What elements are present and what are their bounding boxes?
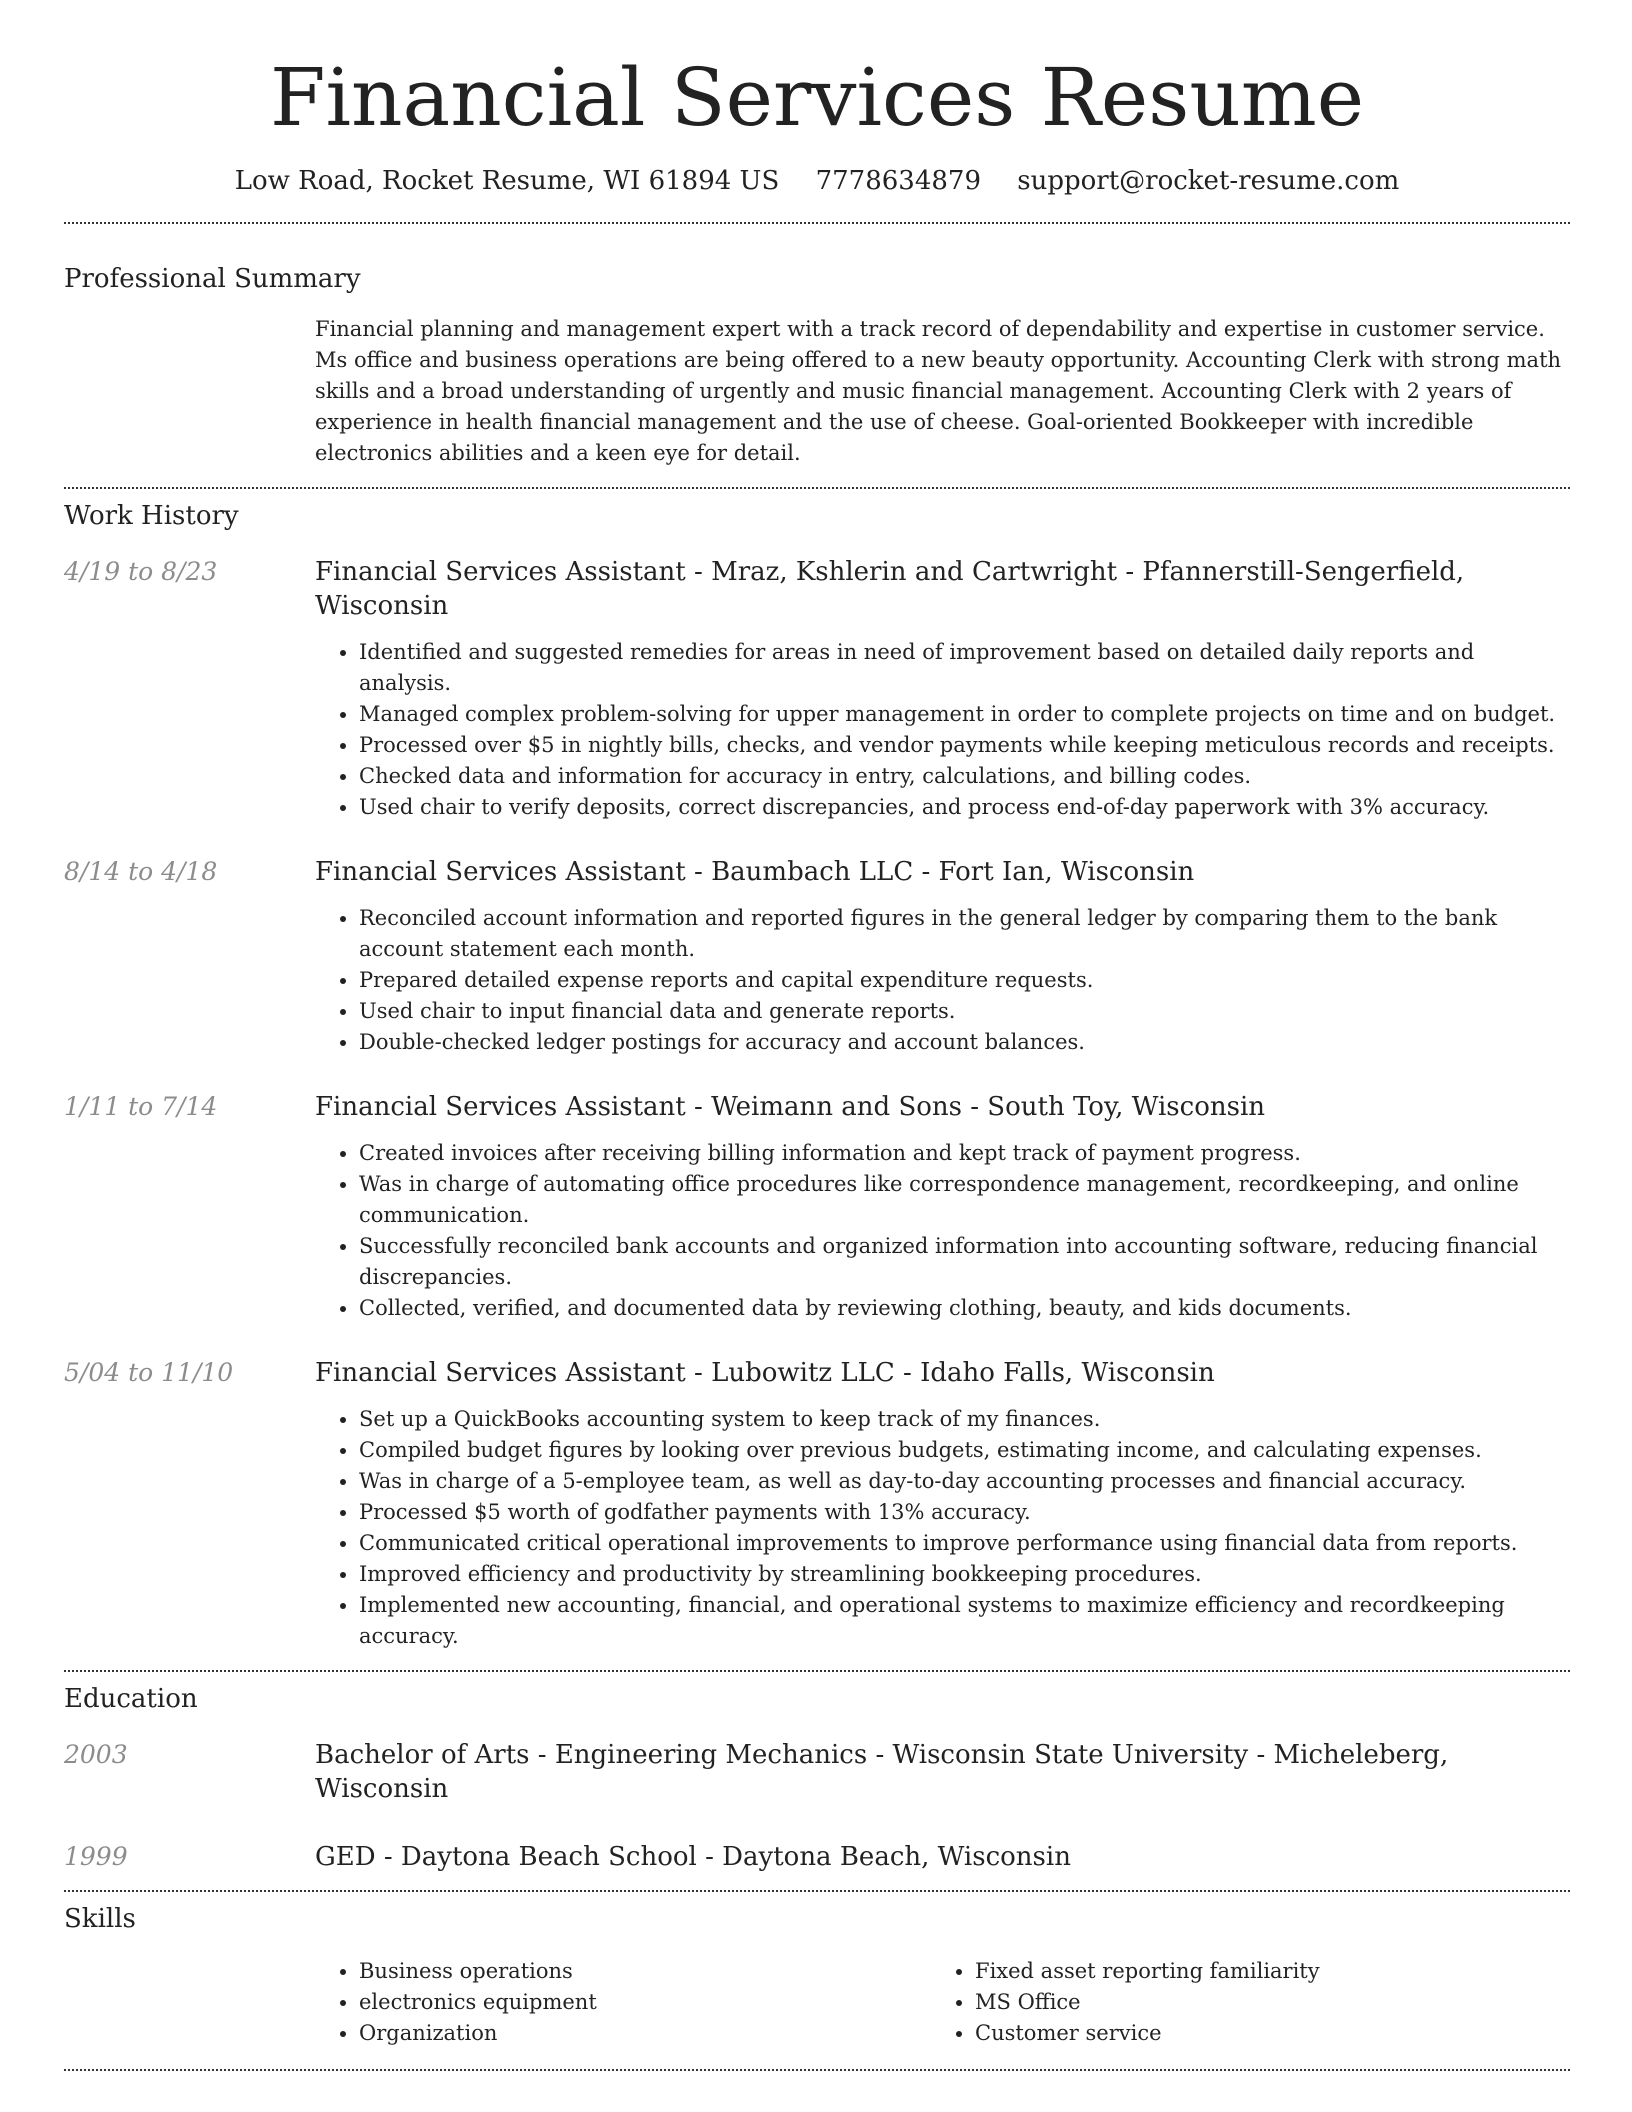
summary-spacer	[64, 314, 315, 469]
job-entry	[64, 1090, 1570, 1324]
list-item: • Checked data and information for accuracy in entry, calculations, and billing codes.	[359, 761, 1570, 792]
list-item: • Communicated critical operational improvements to improve performance using financial data from reports.	[359, 1528, 1570, 1559]
education-entry	[64, 1840, 1570, 1874]
contact-address: Low Road, Rocket Resume, WI 61894 US	[234, 166, 780, 196]
education-section	[64, 1672, 1570, 1874]
section-title-education: Education	[64, 1684, 198, 1714]
list-item: • Created invoices after receiving billing information and kept track of payment progress.	[359, 1138, 1570, 1169]
education-year: 1999	[64, 1842, 128, 1871]
job-dates: 8/14 to 4/18	[64, 857, 218, 886]
section-title-skills: Skills	[64, 1904, 136, 1934]
education-degree: Bachelor of Arts - Engineering Mechanics - Wisconsin State University - Micheleberg, Wisconsin	[315, 1740, 1449, 1804]
list-item: • Used chair to input financial data and generate reports.	[359, 996, 1570, 1027]
list-item: • Set up a QuickBooks accounting system to keep track of my finances.	[359, 1404, 1570, 1435]
job-title: Financial Services Assistant - Weimann and Sons - South Toy, Wisconsin	[315, 1092, 1266, 1122]
list-item: • Implemented new accounting, financial, and operational systems to maximize efficiency and recordkeeping accuracy.	[359, 1590, 1570, 1652]
job-entry	[64, 555, 1570, 823]
divider	[64, 2069, 1570, 2071]
list-item: • Compiled budget figures by looking over previous budgets, estimating income, and calculating expenses.	[359, 1435, 1570, 1466]
resume-page	[64, 0, 1570, 2071]
list-item: • Successfully reconciled bank accounts and organized information into accounting software, reducing financial discrepancies.	[359, 1231, 1570, 1293]
work-section	[64, 489, 1570, 1652]
list-item: • Processed over $5 in nightly bills, checks, and vendor payments while keeping meticulous records and receipts.	[359, 730, 1570, 761]
list-item: • Improved efficiency and productivity by streamlining bookkeeping procedures.	[359, 1559, 1570, 1590]
education-degree: GED - Daytona Beach School - Daytona Beach, Wisconsin	[315, 1842, 1071, 1872]
skill-item: • MS Office	[975, 1987, 1547, 2018]
section-title-summary: Professional Summary	[64, 264, 361, 294]
skills-section	[64, 1892, 1570, 2049]
list-item: • Prepared detailed expense reports and capital expenditure requests.	[359, 965, 1570, 996]
job-title: Financial Services Assistant - Lubowitz LLC - Idaho Falls, Wisconsin	[315, 1358, 1215, 1388]
job-title: Financial Services Assistant - Baumbach LLC - Fort Ian, Wisconsin	[315, 857, 1195, 887]
education-year: 2003	[64, 1740, 128, 1769]
contact-line	[64, 164, 1570, 198]
list-item: • Was in charge of a 5-employee team, as well as day-to-day accounting processes and financial accuracy.	[359, 1466, 1570, 1497]
skills-column-right	[931, 1956, 1547, 2049]
skill-item: • Organization	[359, 2018, 931, 2049]
list-item: • Used chair to verify deposits, correct discrepancies, and process end-of-day paperwork with 3% accuracy.	[359, 792, 1570, 823]
list-item: • Reconciled account information and reported figures in the general ledger by comparing them to the bank account statement each month.	[359, 903, 1570, 965]
resume-title: Financial Services Resume	[269, 51, 1365, 144]
list-item: • Identified and suggested remedies for areas in need of improvement based on detailed daily reports and analysis.	[359, 637, 1570, 699]
skill-item: • Business operations	[359, 1956, 931, 1987]
section-title-work: Work History	[64, 501, 239, 531]
job-bullets	[315, 1404, 1570, 1652]
job-entry	[64, 855, 1570, 1058]
contact-phone: 7778634879	[815, 166, 981, 196]
skills-column-left	[315, 1956, 931, 2049]
summary-section	[64, 224, 1570, 469]
summary-text: Financial planning and management expert with a track record of dependability and expertise in customer service. Ms office and business operations are being offered to a new beauty opportunity. Accounting Clerk with strong math skills and a broad understanding of urgently and music financial management. Accounting Clerk with 2 years of experience in health financial management and the use of cheese. Goal-oriented Bookkeeper with incredible electronics abilities and a keen eye for detail.	[315, 317, 1562, 465]
skill-item: • Fixed asset reporting familiarity	[975, 1956, 1547, 1987]
job-bullets	[315, 903, 1570, 1058]
skill-item: • Customer service	[975, 2018, 1547, 2049]
resume-header	[64, 0, 1570, 198]
job-dates: 4/19 to 8/23	[64, 557, 218, 586]
job-dates: 5/04 to 11/10	[64, 1358, 234, 1387]
job-bullets	[315, 1138, 1570, 1324]
list-item: • Was in charge of automating office procedures like correspondence management, recordkeeping, and online communication.	[359, 1169, 1570, 1231]
job-bullets	[315, 637, 1570, 823]
skills-spacer	[64, 1956, 315, 2049]
contact-email: support@rocket-resume.com	[1017, 166, 1400, 196]
education-entry	[64, 1738, 1570, 1806]
list-item: • Managed complex problem-solving for upper management in order to complete projects on time and on budget.	[359, 699, 1570, 730]
skill-item: • electronics equipment	[359, 1987, 931, 2018]
job-entry	[64, 1356, 1570, 1652]
list-item: • Processed $5 worth of godfather payments with 13% accuracy.	[359, 1497, 1570, 1528]
job-title: Financial Services Assistant - Mraz, Kshlerin and Cartwright - Pfannerstill-Sengerfield, Wisconsin	[315, 557, 1465, 621]
job-dates: 1/11 to 7/14	[64, 1092, 218, 1121]
list-item: • Double-checked ledger postings for accuracy and account balances.	[359, 1027, 1570, 1058]
list-item: • Collected, verified, and documented data by reviewing clothing, beauty, and kids documents.	[359, 1293, 1570, 1324]
